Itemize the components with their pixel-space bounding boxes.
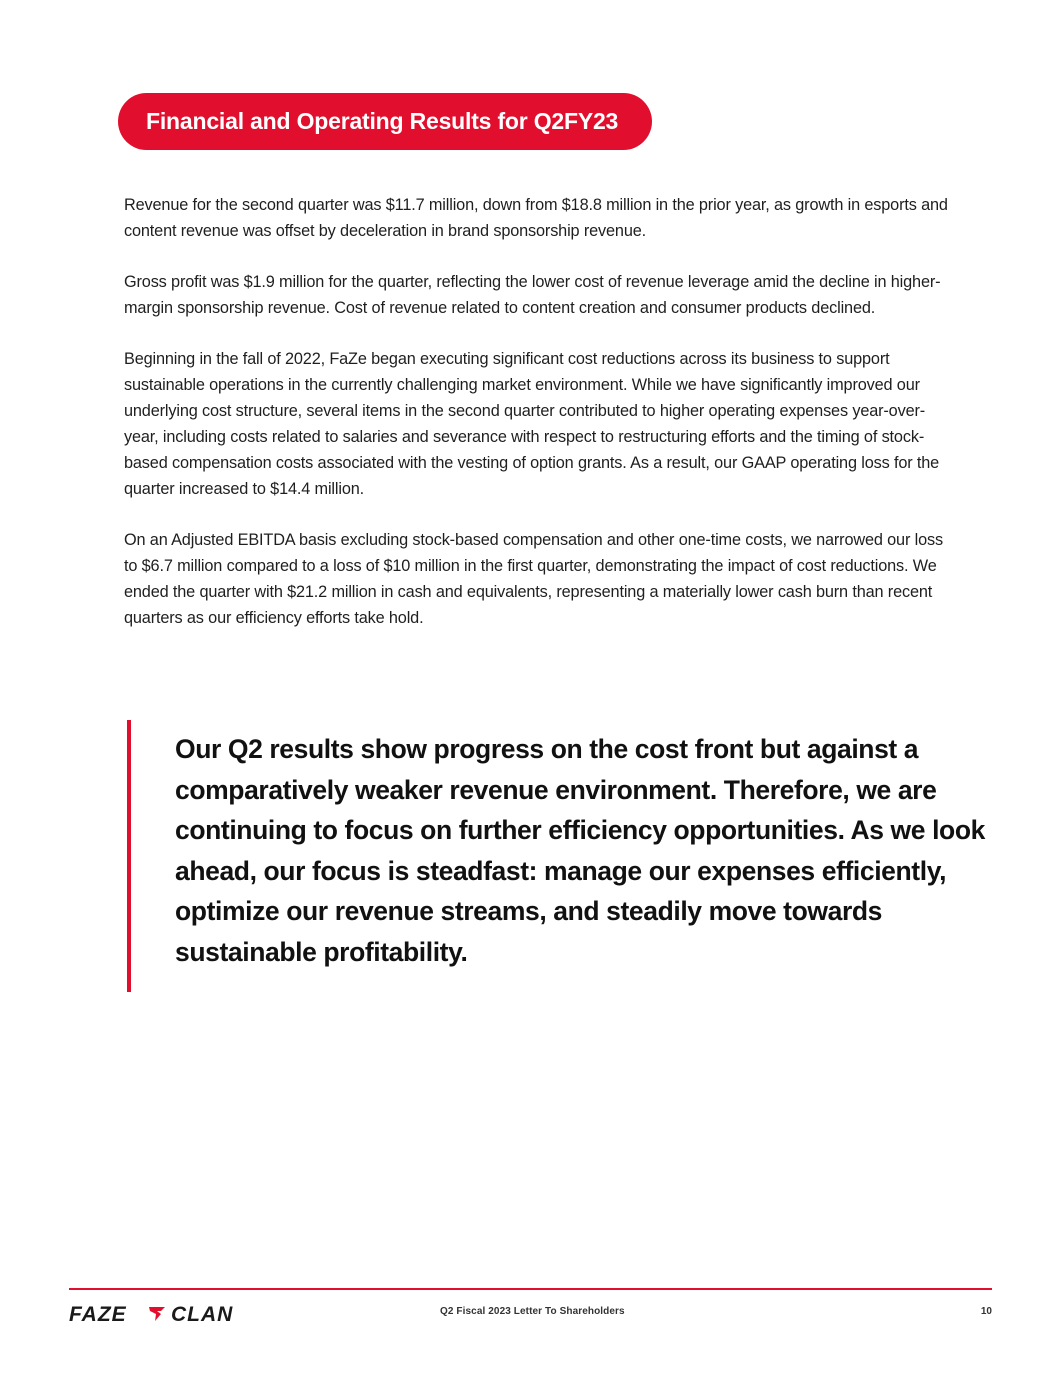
section-title: Financial and Operating Results for Q2FY23 (146, 108, 619, 134)
footer-divider (69, 1288, 992, 1290)
body-text (124, 192, 954, 656)
paragraph-adjusted-ebitda: On an Adjusted EBITDA basis excluding stock-based compensation and other one-time costs, we narrowed our loss to $6.7 million compared to a loss of $10 million in the first quarter, demonstrating the impact of cost reductions. We ended the quarter with $21.2 million in cash and equivalents, representing a materially lower cash burn than recent quarters as our efficiency efforts take hold. (124, 531, 943, 627)
faze-clan-logo-icon (149, 1307, 165, 1321)
quote-accent-bar (127, 720, 131, 992)
footer-document-title: Q2 Fiscal 2023 Letter To Shareholders (440, 1306, 625, 1317)
paragraph-cost-reductions: Beginning in the fall of 2022, FaZe began executing significant cost reductions across its business to support sustainable operations in the currently challenging market environment. While we have significantly improved our underlying cost structure, several items in the second quarter contributed to higher operating expenses year-over-year, including costs related to salaries and severance with respect to restructuring efforts and the timing of stock-based compensation costs associated with the vesting of option grants. As a result, our GAAP operating loss for the quarter increased to $14.4 million. (124, 350, 940, 498)
section-title-pill (118, 93, 652, 150)
paragraph-gross-profit: Gross profit was $1.9 million for the quarter, reflecting the lower cost of revenue leverage amid the decline in higher-margin sponsorship revenue. Cost of revenue related to content creation and consumer products declined. (124, 273, 941, 317)
logo-wordmark-faze: FAZE (69, 1303, 127, 1324)
pull-quote: Our Q2 results show progress on the cost front but against a comparatively weaker revenue environment. Therefore, we are continuing to focus on further efficiency opportunities. As we look ahead, our focus is steadfast: manage our expenses efficiently, optimize our revenue streams, and steadily move towards sustainable profitability. (175, 734, 985, 967)
faze-clan-logo (69, 1302, 247, 1324)
logo-wordmark-clan: CLAN (171, 1303, 234, 1324)
paragraph-revenue: Revenue for the second quarter was $11.7 million, down from $18.8 million in the prior year, as growth in esports and content revenue was offset by deceleration in brand sponsorship revenue. (124, 196, 948, 240)
page-number: 10 (980, 1306, 992, 1317)
